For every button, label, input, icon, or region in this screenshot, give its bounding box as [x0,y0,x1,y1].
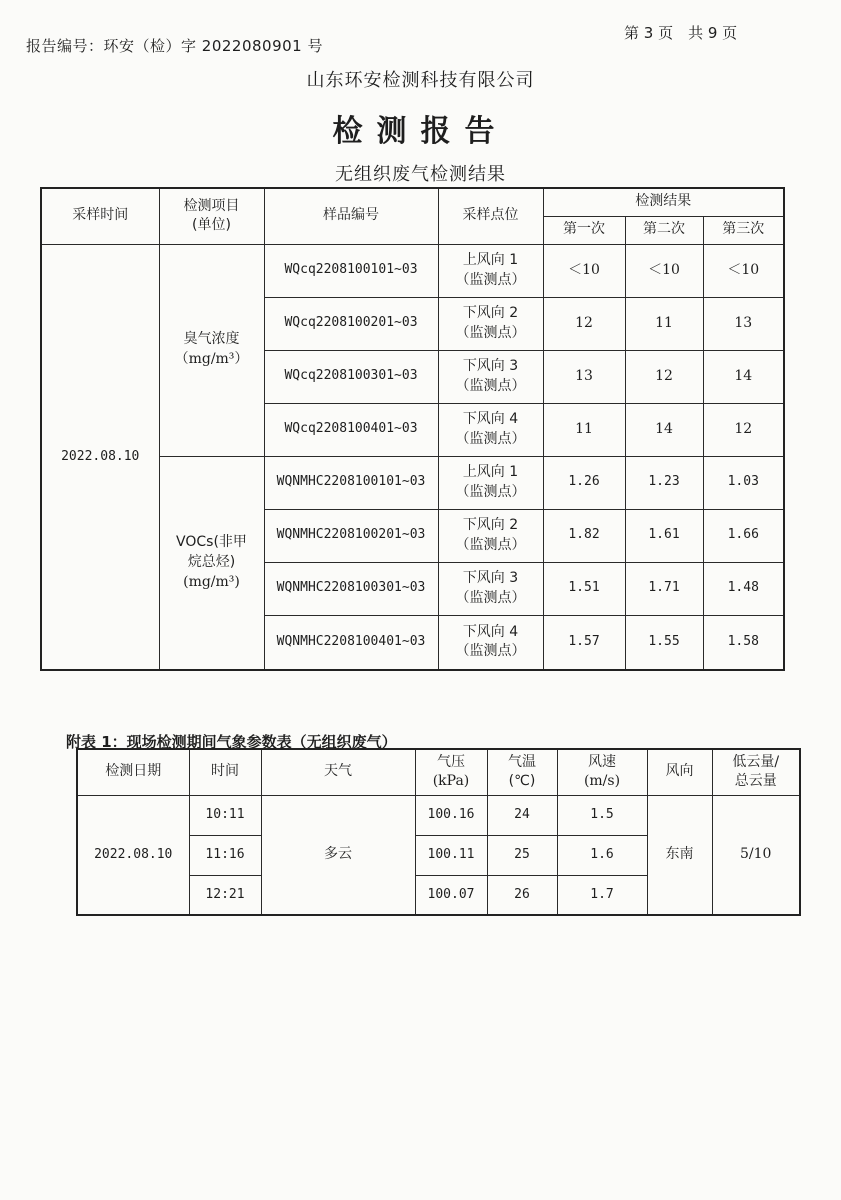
weather-temperature: 24 [487,795,557,835]
table-row [77,795,800,835]
sampling-location [438,244,543,297]
sampling-location [438,297,543,350]
weather-temperature: 25 [487,835,557,875]
location-type: （监测点） [455,324,526,341]
header-temperature-unit: (℃) [508,773,536,790]
location-name: 下风向 4 [462,410,519,427]
result-second: 1.71 [625,562,703,615]
result-third: 1.58 [703,615,784,670]
header-test-date: 检测日期 [77,749,189,795]
page-title: 检测报告 [332,114,509,149]
weather-wind-speed: 1.5 [557,795,647,835]
sampling-location [438,509,543,562]
location-name: 上风向 1 [462,463,519,480]
header-cloud-cover-total: 总云量 [734,773,777,790]
appendix-title: 附表 1：现场检测期间气象参数表（无组织废气） [66,733,397,751]
header-temperature-label: 气温 [508,753,536,770]
header-pressure [415,749,487,795]
weather-time: 12:21 [189,875,261,915]
header-time: 时间 [189,749,261,795]
sample-number: WQNMHC2208100301~03 [264,562,438,615]
company-name: 山东环安检测科技有限公司 [306,70,535,91]
sampling-date: 2022.08.10 [41,244,159,670]
result-first: 1.26 [543,456,625,509]
test-item-name-cont: 烷总烃) [187,553,236,570]
location-type: （监测点） [455,643,526,660]
test-item-odor [159,244,264,456]
test-item-unit: （mg/m³） [174,351,249,367]
sampling-location [438,615,543,670]
header-test-item [159,188,264,244]
header-test-item-unit: (单位) [192,217,231,234]
weather-pressure: 100.11 [415,835,487,875]
weather-cloud-cover: 5/10 [712,795,800,915]
sample-number: WQNMHC2208100401~03 [264,615,438,670]
result-third: 1.03 [703,456,784,509]
header-test-results: 检测结果 [543,188,784,216]
result-second: 1.23 [625,456,703,509]
results-table [40,187,785,671]
location-type: （监测点） [455,271,526,288]
weather-time: 11:16 [189,835,261,875]
header-wind-speed [557,749,647,795]
sample-number: WQcq2208100301~03 [264,350,438,403]
test-item-vocs [159,456,264,670]
header-second: 第二次 [625,216,703,244]
result-first: 1.57 [543,615,625,670]
result-second: 14 [625,403,703,456]
sample-number: WQcq2208100201~03 [264,297,438,350]
sampling-location [438,403,543,456]
result-first: ＜10 [543,244,625,297]
sampling-location [438,456,543,509]
test-item-name: 臭气浓度 [183,331,240,348]
header-wind-speed-unit: (m/s) [583,773,621,790]
result-second: 1.55 [625,615,703,670]
weather-temperature: 26 [487,875,557,915]
weather-wind-speed: 1.7 [557,875,647,915]
header-sample-number: 样品编号 [264,188,438,244]
result-third: 12 [703,403,784,456]
header-cloud-cover-low: 低云量/ [732,753,780,770]
weather-date: 2022.08.10 [77,795,189,915]
location-name: 下风向 4 [462,623,519,640]
header-pressure-unit: (kPa) [432,773,470,790]
result-third: 1.48 [703,562,784,615]
weather-table [76,748,801,916]
result-first: 11 [543,403,625,456]
sampling-location [438,562,543,615]
sample-number: WQcq2208100401~03 [264,403,438,456]
header-wind-direction: 风向 [647,749,712,795]
header-first: 第一次 [543,216,625,244]
result-third: 13 [703,297,784,350]
weather-pressure: 100.07 [415,875,487,915]
header-pressure-label: 气压 [437,753,465,770]
test-item-name: VOCs(非甲 [176,534,247,551]
sample-number: WQNMHC2208100201~03 [264,509,438,562]
location-name: 下风向 3 [462,569,519,586]
report-number: 报告编号：环安（检）字 2022080901 号 [26,37,323,55]
location-name: 下风向 2 [462,304,519,321]
result-second: 11 [625,297,703,350]
weather-condition: 多云 [261,795,415,915]
result-third: 14 [703,350,784,403]
result-second: 1.61 [625,509,703,562]
weather-time: 10:11 [189,795,261,835]
location-type: （监测点） [455,377,526,394]
header-sampling-location: 采样点位 [438,188,543,244]
location-name: 下风向 2 [462,516,519,533]
result-third: ＜10 [703,244,784,297]
weather-wind-direction: 东南 [647,795,712,915]
result-first: 1.82 [543,509,625,562]
header-cloud-cover [712,749,800,795]
header-wind-speed-label: 风速 [588,753,616,770]
location-name: 下风向 3 [462,357,519,374]
weather-pressure: 100.16 [415,795,487,835]
header-sampling-time: 采样时间 [41,188,159,244]
weather-wind-speed: 1.6 [557,835,647,875]
header-temperature [487,749,557,795]
header-weather: 天气 [261,749,415,795]
result-second: ＜10 [625,244,703,297]
table-subtitle: 无组织废气检测结果 [335,164,506,185]
result-third: 1.66 [703,509,784,562]
result-second: 12 [625,350,703,403]
result-first: 13 [543,350,625,403]
sampling-location [438,350,543,403]
header-test-item-label: 检测项目 [183,197,240,214]
location-type: （监测点） [455,589,526,606]
location-type: （监测点） [455,536,526,553]
header-third: 第三次 [703,216,784,244]
result-first: 1.51 [543,562,625,615]
location-type: （监测点） [455,483,526,500]
test-item-unit: (mg/m³) [183,573,240,590]
table-row [41,244,784,297]
sample-number: WQNMHC2208100101~03 [264,456,438,509]
page-indicator: 第 3 页 共 9 页 [624,24,738,42]
result-first: 12 [543,297,625,350]
sample-number: WQcq2208100101~03 [264,244,438,297]
location-type: （监测点） [455,430,526,447]
location-name: 上风向 1 [462,251,519,268]
